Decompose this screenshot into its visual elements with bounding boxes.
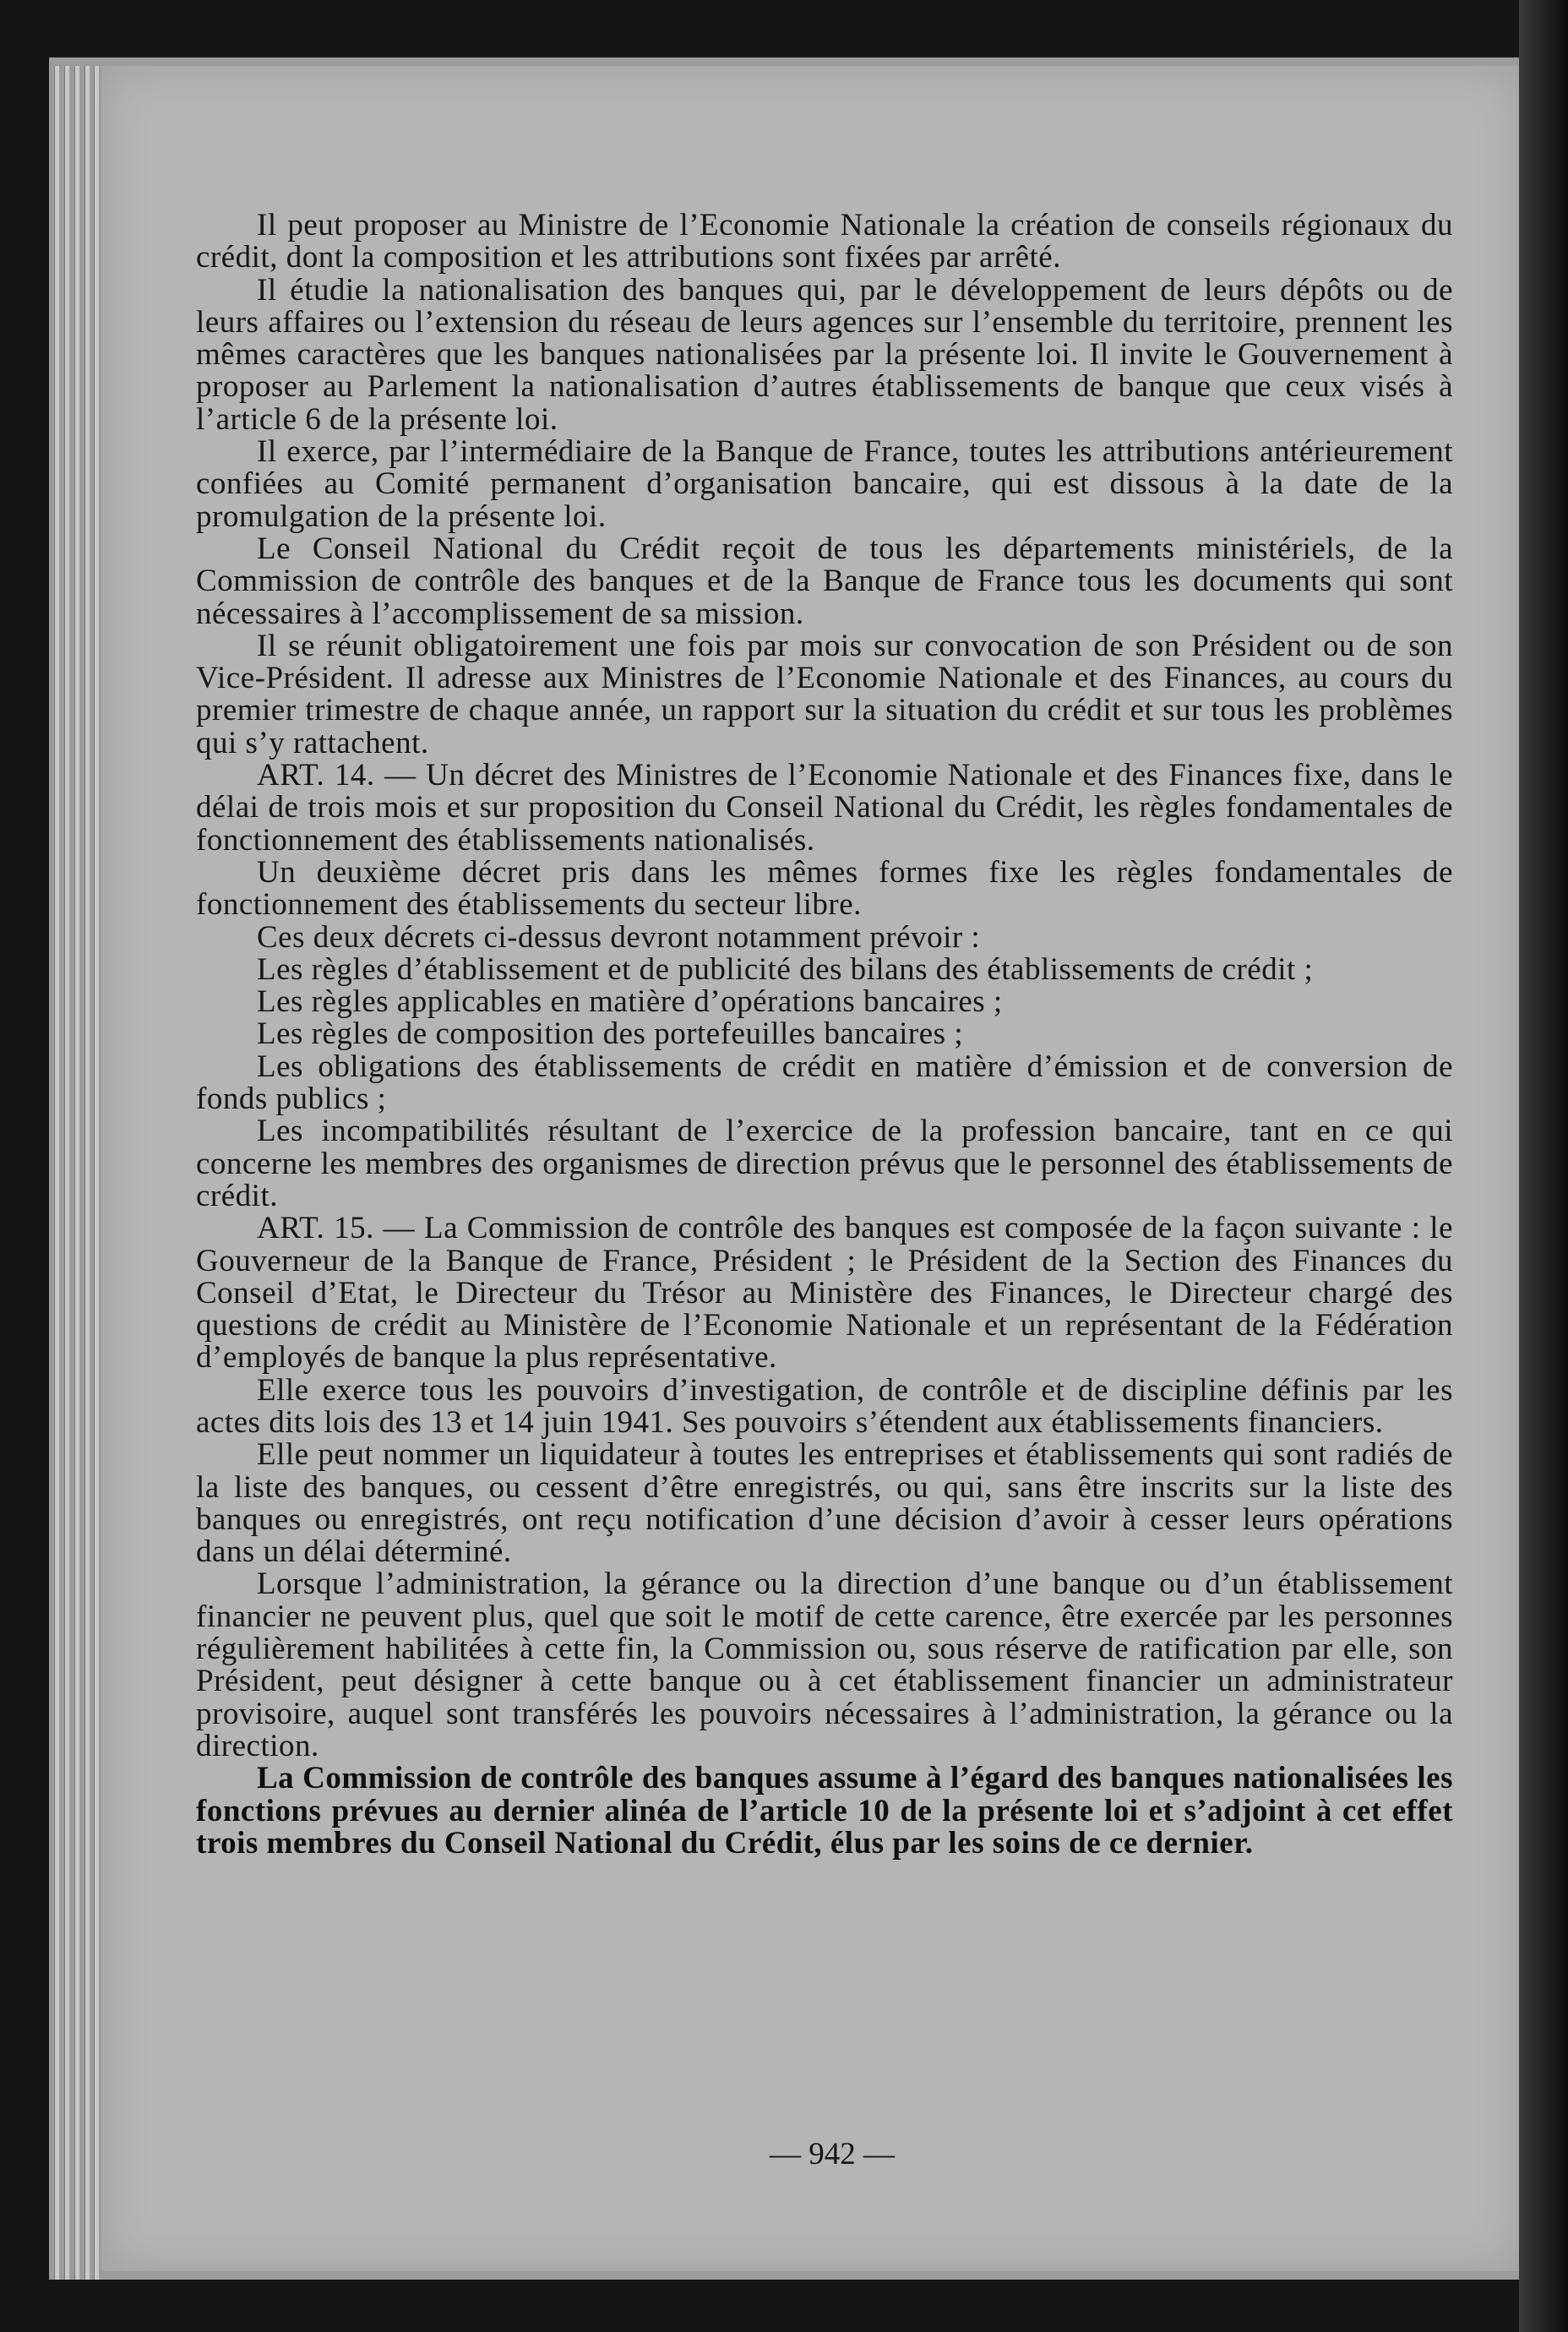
paragraph: Il exerce, par l’intermédiaire de la Banque de France, toutes les attributions antérieurement confiées au Comité permanent d’organisation bancaire, qui est dissous à la date de la promulgation de la présente loi. [196,434,1453,534]
paragraph: Il se réunit obligatoirement une fois par mois sur convocation de son Président ou de son Vice-Président. Il adresse aux Ministres de l’Economie Nationale et des Finances, au cours du premier trimestre de chaque année, un rapport sur la situation du crédit et sur tous les problèmes qui s’y rattachent. [196,628,1453,760]
paragraph: Un deuxième décret pris dans les mêmes formes fixe les règles fondamentales de fonctionnement des établissements du secteur libre. [196,854,1453,923]
paragraph: Ces deux décrets ci-dessus devront notamment prévoir : [257,919,981,955]
page-number: — 942 — [770,2137,895,2171]
binding-shadow [1519,0,1568,2332]
paragraph: Lorsque l’administration, la gérance ou la direction d’une banque ou d’un établissement financier ne peuvent plus, quel que soit le motif de cette carence, être exercée par les personnes régulièrement habilitées à cette fin, la Commission ou, sous réserve de ratification par elle, son Président, peut désigner à cette banque ou à cet établissement financier un administrateur provisoire, auquel sont transférés les pouvoirs nécessaires à l’administration, la gérance ou la direction. [196,1566,1453,1763]
list-item: Les règles d’établissement et de publicité des bilans des établissements de crédit ; [257,951,1314,987]
page-edge [64,66,69,2280]
list-item: Les règles de composition des portefeuilles bancaires ; [257,1016,964,1052]
body-text [196,210,1453,1860]
paragraph: Il peut proposer au Ministre de l’Economie Nationale la création de conseils régionaux du crédit, dont la composition et les attributions sont fixées par arrêté. [196,208,1453,275]
paragraph: Elle exerce tous les pouvoirs d’investigation, de contrôle et de discipline définis par les actes dits lois des 13 et 14 juin 1941. Ses pouvoirs s’étendent aux établissements financiers. [196,1372,1453,1440]
list-item: Les incompatibilités résultant de l’exercice de la profession bancaire, tant en ce qui concerne les membres des organismes de direction prévus que le personnel des établissements de crédit. [196,1114,1453,1213]
book-page [101,66,1521,2271]
paragraph: Il étudie la nationalisation des banques qui, par le développement de leurs dépôts ou de leurs affaires ou l’extension du réseau de leurs agences sur l’ensemble du territoire, prennent les mêmes caractères que les banques nationalisées par la présente loi. Il invite le Gouvernement à proposer au Parlement la nationalisation d’autres établissements de banque que ceux visés à l’article 6 de la présente loi. [196,272,1453,437]
page-edge [84,66,90,2280]
article-15-paragraph: ART. 15. — La Commission de contrôle des banques est composée de la façon suivante : le Gouverneur de la Banque de France, Président ; le Président de la Section des Finances du Conseil d’Etat, le Directeur du Trésor au Ministère des Finances, le Directeur chargé des questions de crédit au Ministère de l’Economie Nationale et un représentant de la Fédération d’employés de banque la plus représentative. [196,1211,1453,1376]
paragraph: Elle peut nommer un liquidateur à toutes les entreprises et établissements qui sont radiés de la liste des banques, ou cessent d’être enregistrés, ou qui, sans être inscrits sur la liste des banques ou enregistrés, ont reçu notification d’une décision d’avoir à cesser leurs opérations dans un délai déterminé. [196,1437,1453,1570]
article-14-paragraph: ART. 14. — Un décret des Ministres de l’Economie Nationale et des Finances fixe, dans le délai de trois mois et sur proposition du Conseil National du Crédit, les règles fondamentales de fonctionnement des établissements nationalisés. [196,758,1453,858]
page-edge [54,66,59,2280]
list-item: Les règles applicables en matière d’opérations bancaires ; [257,984,1003,1020]
paragraph: Le Conseil National du Crédit reçoit de tous les départements ministériels, de la Commission de contrôle des banques et de la Banque de France tous les documents qui sont nécessaires à l’accomplissement de sa mission. [196,531,1453,631]
page-edge [94,66,99,2280]
list-item: Les obligations des établissements de crédit en matière d’émission et de conversion de fonds publics ; [196,1049,1453,1117]
paragraph: La Commission de contrôle des banques assume à l’égard des banques nationalisées les fonctions prévues au dernier alinéa de l’article 10 de la présente loi et s’adjoint à cet effet trois membres du Conseil National du Crédit, élus par les soins de ce dernier. [196,1761,1453,1861]
page-edge [74,66,79,2280]
